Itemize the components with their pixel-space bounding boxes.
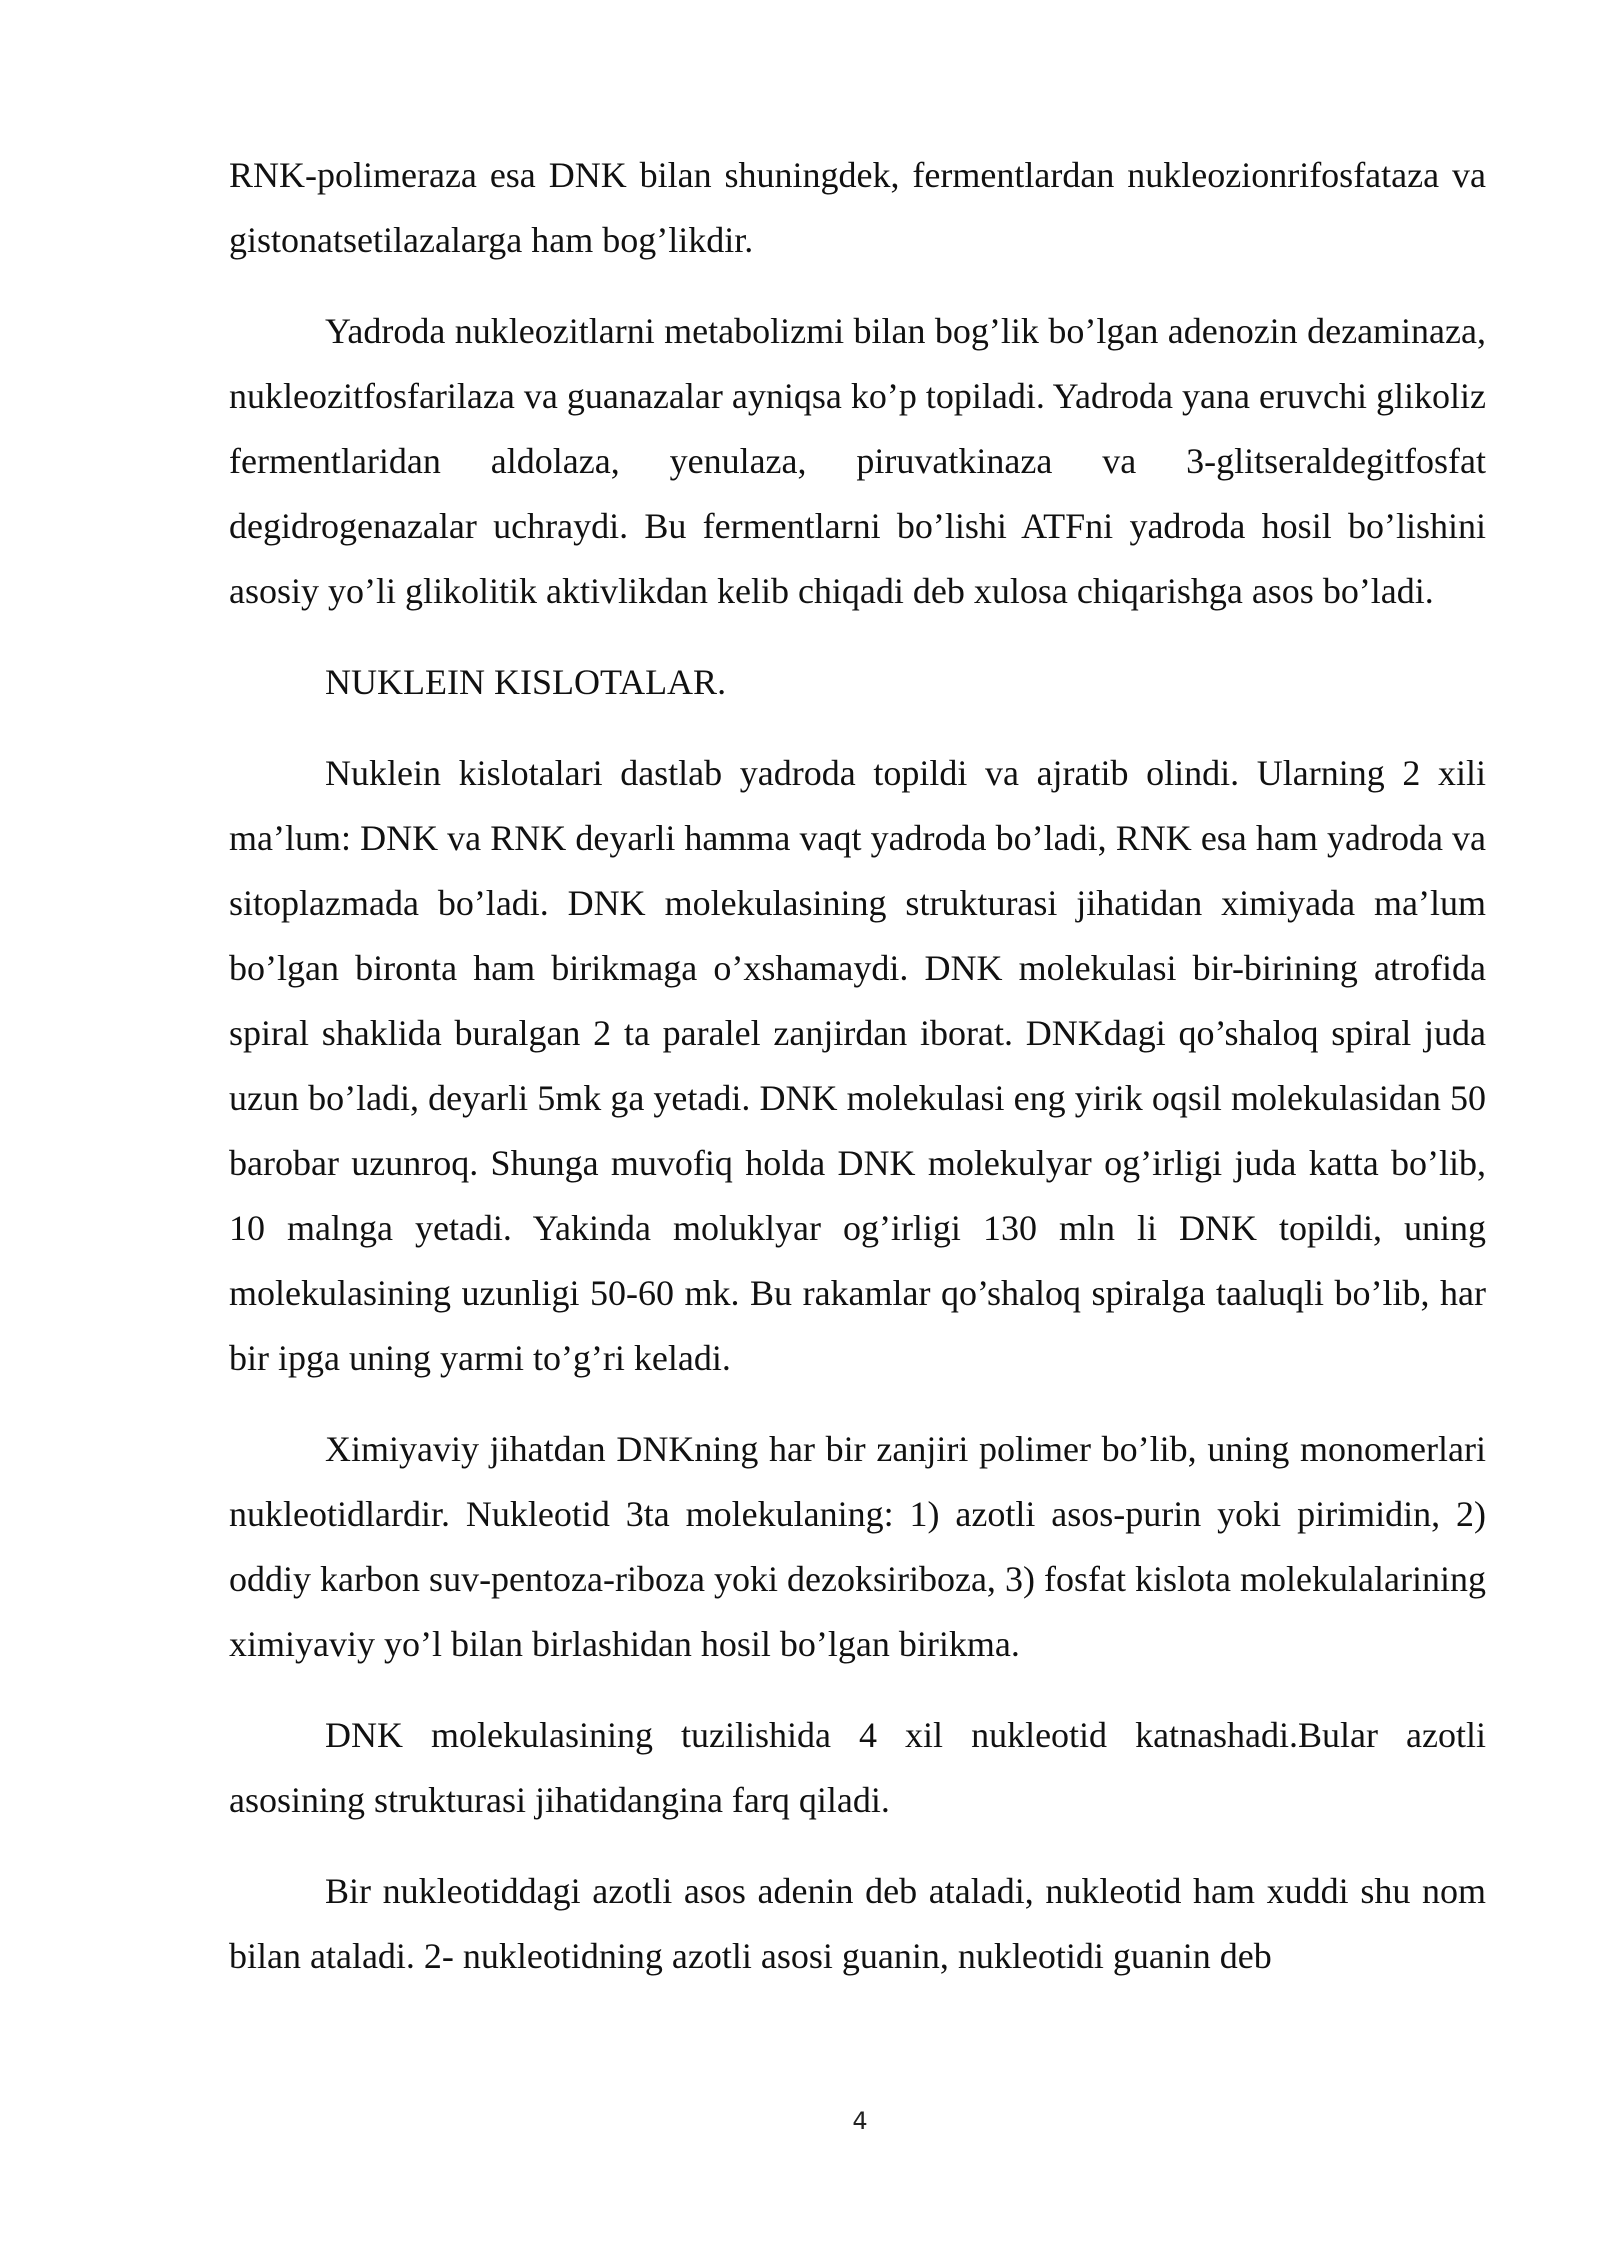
paragraph-yadroda-fermentlar: Yadroda nukleozitlarni metabolizmi bilan bog’lik bo’lgan adenozin dezaminaza, nukleozitfosfarilaza va guanazalar ayniqsa ko’p topiladi. Yadroda yana eruvchi glikoliz fermentlaridan aldolaza, yenulaza, piruvatkinaza va 3-glitseraldegitfosfat degidrogenazalar uchraydi. Bu fermentlarni bo’lishi ATFni yadroda hosil bo’lishini asosiy yo’li glikolitik aktivlikdan kelib chiqadi deb xulosa chiqarishga asos bo’ladi. <box>229 311 1486 611</box>
paragraph-dnk-tuzilishi: DNK molekulasining tuzilishida 4 xil nukleotid katnashadi.Bular azotli asosining strukturasi jihatidangina farq qiladi. <box>229 1715 1486 1820</box>
section-heading-nuklein-kislotalar: NUKLEIN KISLOTALAR. <box>325 662 727 702</box>
paragraph-bir-nukleotiddagi: Bir nukleotiddagi azotli asos adenin deb ataladi, nukleotid ham xuddi shu nom bilan ataladi. 2- nukleotidning azotli asosi guanin, nukleotidi guanin deb <box>229 1871 1486 1976</box>
paragraph-nuklein-kislotalari: Nuklein kislotalari dastlab yadroda topildi va ajratib olindi. Ularning 2 xili ma’lum: DNK va RNK deyarli hamma vaqt yadroda bo’ladi, RNK esa ham yadroda va sitoplazmada bo’ladi. DNK molekulasining strukturasi jihatidan ximiyada ma’lum bo’lgan bironta ham birikmaga o’xshamaydi. DNK molekulasi bir-birining atrofida spiral shaklida buralgan 2 ta paralel zanjirdan iborat. DNKdagi qo’shaloq spiral juda uzun bo’ladi, deyarli 5mk ga yetadi. DNK molekulasi eng yirik oqsil molekulasidan 50 barobar uzunroq. Shunga muvofiq holda DNK molekulyar og’irligi juda katta bo’lib, 10 malnga yetadi. Yakinda moluklyar og’irligi 130 mln li DNK topildi, uning molekulasining uzunligi 50-60 mk. Bu rakamlar qo’shaloq spiralga taaluqli bo’lib, har bir ipga uning yarmi to’g’ri keladi. <box>229 753 1486 1378</box>
document-body <box>229 143 1486 2015</box>
paragraph-ximiyaviy-jihatdan: Ximiyaviy jihatdan DNKning har bir zanjiri polimer bo’lib, uning monomerlari nukleotidlardir. Nukleotid 3ta molekulaning: 1) azotli asos-purin yoki pirimidin, 2) oddiy karbon suv-pentoza-riboza yoki dezoksiriboza, 3) fosfat kislota molekulalarining ximiyaviy yo’l bilan birlashidan hosil bo’lgan birikma. <box>229 1429 1486 1664</box>
paragraph-rnk-polimeraza: RNK-polimeraza esa DNK bilan shuningdek, fermentlardan nukleozionrifosfataza va gistonatsetilazalarga ham bog’likdir. <box>229 155 1486 260</box>
page-number: 4 <box>852 2107 868 2135</box>
